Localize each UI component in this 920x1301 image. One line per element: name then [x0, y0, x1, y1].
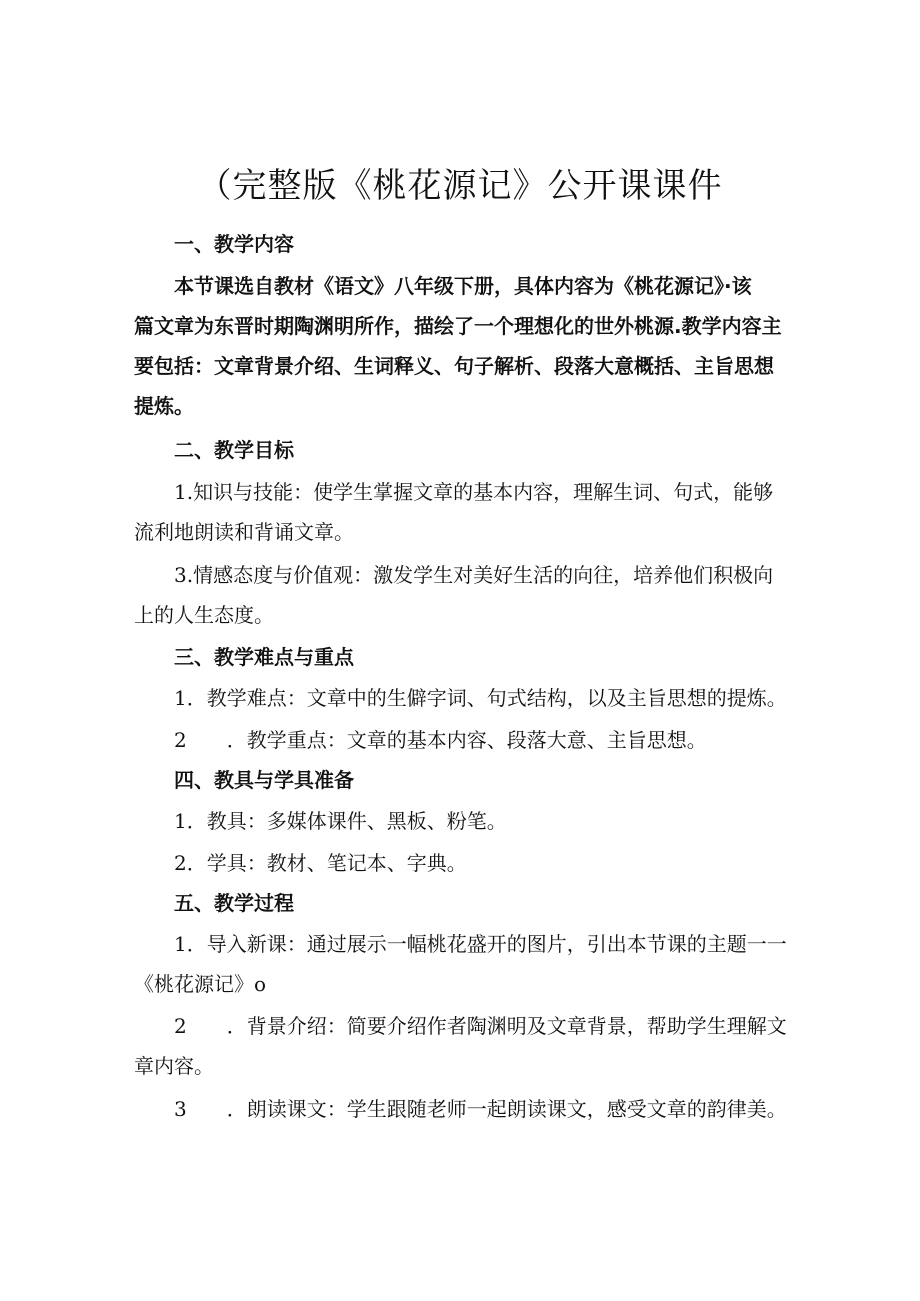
paragraph-line: 篇文章为东晋时期陶渊明所作，描绘了一个理想化的世外桃源.教学内容主 — [134, 314, 782, 338]
paragraph-line: 3.情感态度与价值观：激发学生对美好生活的向往，培养他们积极向 — [174, 563, 774, 587]
paragraph-line: 2 ．教学重点：文章的基本内容、段落大意、主旨思想。 — [174, 728, 707, 752]
paragraph-line: 本节课选自教材《语文》八年级下册，具体内容为《桃花源记》·该 — [174, 274, 752, 298]
paragraph-line: 章内容。 — [134, 1054, 214, 1078]
paragraph-line: 上的人生态度。 — [134, 603, 274, 627]
list-item — [134, 1089, 790, 1129]
list-item — [134, 472, 790, 552]
section-heading-teaching-process: 五、教学过程 — [174, 891, 294, 915]
paragraph-line: 1．教具：多媒体课件、黑板、粉笔。 — [174, 809, 507, 833]
paragraph-line: 要包括：文章背景介绍、生词释义、句子解析、段落大意概括、主旨思想 — [134, 354, 774, 378]
section-heading-teaching-aids: 四、教具与学具准备 — [174, 768, 354, 792]
section-paragraph-teaching-content — [134, 266, 790, 426]
section-heading-teaching-content: 一、教学内容 — [174, 232, 294, 256]
list-item — [134, 1006, 790, 1086]
list-item — [134, 843, 790, 883]
paragraph-line: 《桃花源记》o — [134, 972, 267, 996]
list-item — [134, 678, 790, 718]
paragraph-line: 1．教学难点：文章中的生僻字词、句式结构，以及主旨思想的提炼。 — [174, 686, 787, 710]
list-item — [134, 801, 790, 841]
list-item — [134, 720, 790, 760]
paragraph-line: 2 ．背景介绍：简要介绍作者陶渊明及文章背景，帮助学生理解文 — [174, 1014, 787, 1038]
paragraph-line: 提炼。 — [134, 394, 194, 418]
section-heading-teaching-objectives: 二、教学目标 — [174, 438, 294, 462]
paragraph-line: 1．导入新课：通过展示一幅桃花盛开的图片，引出本节课的主题一一 — [174, 932, 787, 956]
paragraph-line: 3 ．朗读课文：学生跟随老师一起朗读课文，感受文章的韵律美。 — [174, 1097, 787, 1121]
paragraph-line: 2．学具：教材、笔记本、字典。 — [174, 851, 467, 875]
section-heading-difficulties-and-key-points: 三、教学难点与重点 — [174, 645, 354, 669]
paragraph-line: 流利地朗读和背诵文章。 — [134, 520, 354, 544]
document-title: （完整版《桃花源记》公开课课件 — [197, 166, 723, 206]
paragraph-line: 1.知识与技能：使学生掌握文章的基本内容，理解生词、句式，能够 — [174, 480, 774, 504]
list-item — [134, 555, 790, 635]
list-item — [134, 924, 790, 1004]
